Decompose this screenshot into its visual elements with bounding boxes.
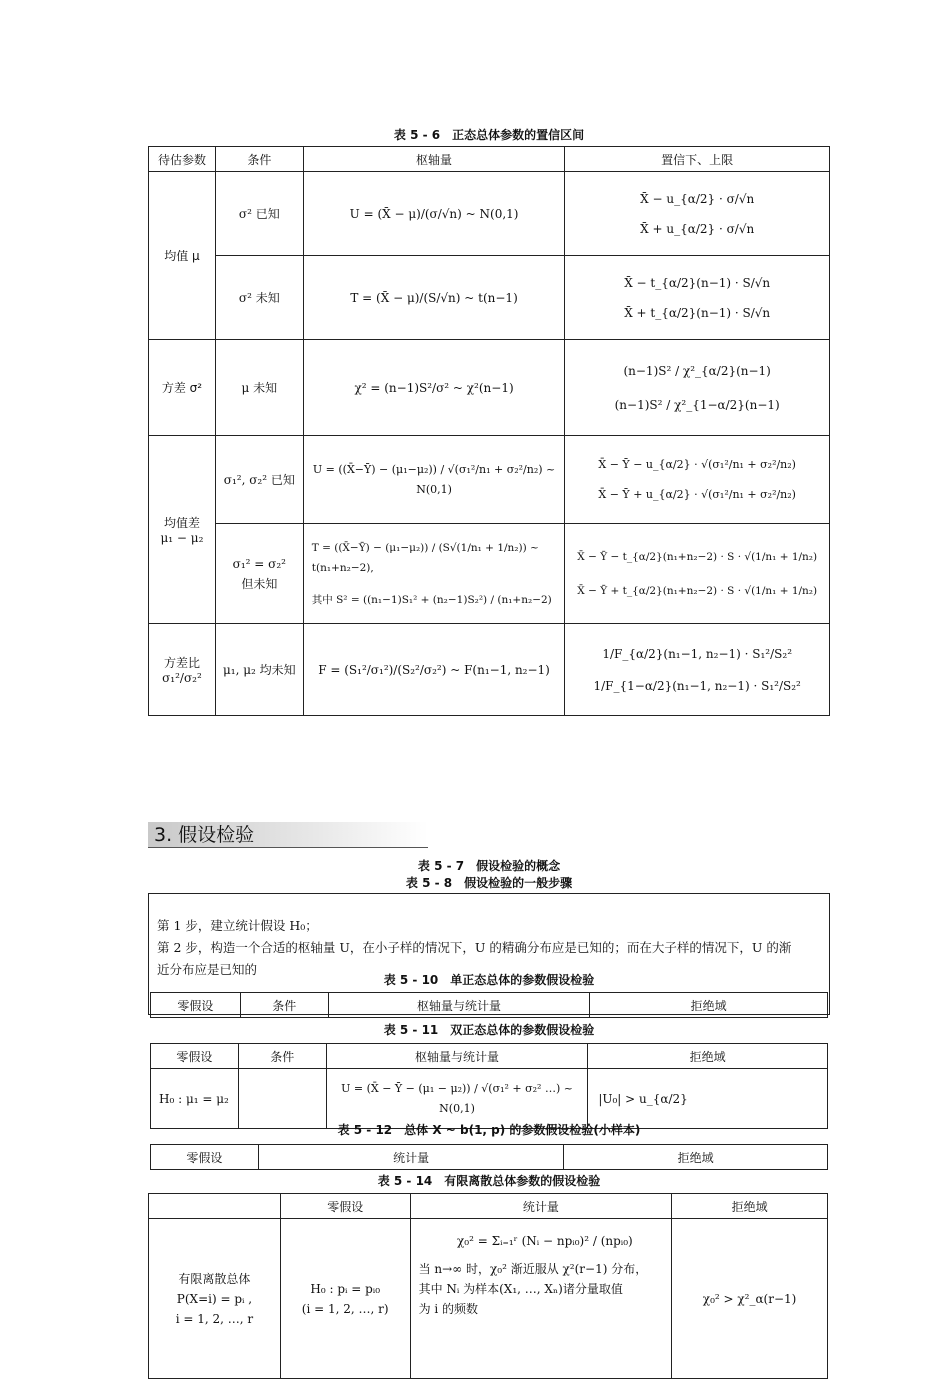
table-5-12 bbox=[150, 1144, 830, 1168]
cond-line: 但未知 bbox=[241, 576, 278, 591]
table-5-10-title: 表 5 - 10 单正态总体的参数假设检验 bbox=[383, 973, 595, 987]
table-5-6 bbox=[148, 146, 830, 716]
cond-mus-unknown: μ₁, μ₂ 均未知 bbox=[215, 624, 303, 716]
h0-formula: H₀ : pᵢ = pᵢ₀ bbox=[310, 1281, 381, 1296]
table-5-7-title: 表 5 - 7 假设检验的概念 bbox=[417, 859, 561, 873]
h0-range: (i = 1, 2, …, r) bbox=[301, 1301, 389, 1316]
step-1: 第 1 步，建立统计假设 H₀； bbox=[157, 918, 318, 933]
statistic-note-3: 为 i 的频数 bbox=[418, 1302, 479, 1316]
cond-sigmas-known: σ₁², σ₂² 已知 bbox=[215, 436, 303, 524]
header-condition: 条件 bbox=[215, 147, 303, 172]
table-5-14-title: 表 5 - 14 有限离散总体参数的假设检验 bbox=[377, 1174, 601, 1188]
limit-lower: X̄ − u_{α/2} · σ/√n bbox=[640, 191, 755, 206]
header-statistic: 枢轴量与统计量 bbox=[326, 1044, 588, 1069]
header-condition: 条件 bbox=[238, 1044, 326, 1069]
pivot-t-two bbox=[303, 524, 565, 624]
header-condition: 条件 bbox=[240, 993, 328, 1018]
limit-upper: X̄ − Ȳ + u_{α/2} · √(σ₁²/n₁ + σ₂²/n₂) bbox=[598, 487, 796, 501]
row-condition bbox=[238, 1069, 326, 1129]
pivot-t: T = (X̄ − μ)/(S/√n) ~ t(n−1) bbox=[303, 256, 565, 340]
limit-lower: X̄ − t_{α/2}(n−1) · S/√n bbox=[624, 275, 771, 290]
pivot-line: 其中 S² = ((n₁−1)S₁² + (n₂−1)S₂²) / (n₁+n₂−2) bbox=[311, 593, 552, 606]
table-5-12-grid bbox=[150, 1144, 828, 1170]
cond-sigma-known: σ² 已知 bbox=[215, 172, 303, 256]
row-rejection: |U₀| > u_{α/2} bbox=[588, 1069, 828, 1129]
row-population bbox=[149, 1219, 281, 1379]
pivot-u-two: U = ((X̄−Ȳ) − (μ₁−μ₂)) / √(σ₁²/n₁ + σ₂²/n₂) ~ N(0,1) bbox=[303, 436, 565, 524]
table-5-6-title: 表 5 - 6 正态总体参数的置信区间 bbox=[393, 128, 585, 142]
population-range: i = 1, 2, …, r bbox=[175, 1311, 254, 1326]
limit-upper: X̄ − Ȳ + t_{α/2}(n₁+n₂−2) · S · √(1/n₁ + 1/n₂) bbox=[577, 584, 818, 597]
limit-upper: 1/F_{1−α/2}(n₁−1, n₂−1) · S₁²/S₂² bbox=[593, 678, 801, 693]
row-rejection: χ₀² > χ²_α(r−1) bbox=[672, 1219, 828, 1379]
row-h0 bbox=[280, 1219, 410, 1379]
limit-lower: 1/F_{α/2}(n₁−1, n₂−1) · S₁²/S₂² bbox=[602, 646, 793, 661]
param-variance: 方差 σ² bbox=[149, 340, 216, 436]
statistic-note-1: 当 n→∞ 时，χ₀² 渐近服从 χ²(r−1) 分布， bbox=[418, 1262, 648, 1276]
header-pivot: 枢轴量 bbox=[303, 147, 565, 172]
population-dist: P(X=i) = pᵢ , bbox=[176, 1291, 253, 1306]
param-mean-diff-label: 均值差 bbox=[163, 516, 200, 530]
header-h0: 零假设 bbox=[280, 1194, 410, 1219]
param-ratio-label: 方差比 bbox=[163, 656, 200, 670]
step-2-cont: 近分布应是已知的 bbox=[157, 962, 258, 977]
header-rejection: 拒绝域 bbox=[564, 1145, 828, 1170]
row-h0: H₀ : μ₁ = μ₂ bbox=[151, 1069, 239, 1129]
table-5-11-title: 表 5 - 11 双正态总体的参数假设检验 bbox=[383, 1023, 595, 1037]
pivot-f: F = (S₁²/σ₁²)/(S₂²/σ₂²) ~ F(n₁−1, n₂−1) bbox=[303, 624, 565, 716]
limits-ratio bbox=[565, 624, 830, 716]
limits-diff-unknown bbox=[565, 524, 830, 624]
table-5-11-grid bbox=[150, 1043, 828, 1129]
param-mean-diff bbox=[149, 436, 216, 624]
header-rejection: 拒绝域 bbox=[588, 1044, 828, 1069]
cond-sigma-unknown: σ² 未知 bbox=[215, 256, 303, 340]
table-5-10 bbox=[150, 992, 830, 1019]
param-variance-ratio bbox=[149, 624, 216, 716]
limit-upper: X̄ + t_{α/2}(n−1) · S/√n bbox=[624, 305, 771, 320]
row-statistic bbox=[410, 1219, 672, 1379]
statistic-note-2: 其中 Nᵢ 为样本(X₁, …, Xₙ)诸分量取值 bbox=[418, 1282, 623, 1296]
pivot-chi2: χ² = (n−1)S²/σ² ~ χ²(n−1) bbox=[303, 340, 565, 436]
limits-mean-unknown bbox=[565, 256, 830, 340]
param-ratio-symbol: σ₁²/σ₂² bbox=[162, 671, 202, 685]
table-5-11 bbox=[150, 1043, 830, 1116]
pivot-line: T = ((X̄−Ȳ) − (μ₁−μ₂)) / (S√(1/n₁ + 1/n₂)) ~ t(n₁+n₂−2), bbox=[311, 541, 539, 574]
header-limits: 置信下、上限 bbox=[565, 147, 830, 172]
limits-mean-known bbox=[565, 172, 830, 256]
limit-upper: (n−1)S² / χ²_{1−α/2}(n−1) bbox=[614, 397, 780, 412]
limit-upper: X̄ + u_{α/2} · σ/√n bbox=[640, 221, 755, 236]
table-5-10-grid bbox=[150, 992, 828, 1018]
header-statistic: 统计量 bbox=[410, 1194, 672, 1219]
population-label: 有限离散总体 bbox=[178, 1271, 251, 1286]
section-heading: 3. 假设检验 bbox=[148, 822, 428, 848]
limits-diff-known bbox=[565, 436, 830, 524]
pivot-u: U = (X̄ − μ)/(σ/√n) ~ N(0,1) bbox=[303, 172, 565, 256]
table-5-8 bbox=[148, 893, 830, 977]
header-h0: 零假设 bbox=[151, 1044, 239, 1069]
cond-line: σ₁² = σ₂² bbox=[232, 556, 286, 571]
table-5-7-cut bbox=[148, 859, 830, 873]
limit-lower: X̄ − Ȳ − t_{α/2}(n₁+n₂−2) · S · √(1/n₁ + 1/n₂) bbox=[577, 550, 818, 563]
cond-mu-unknown: μ 未知 bbox=[215, 340, 303, 436]
statistic-formula: χ₀² = Σᵢ₌₁ʳ (Nᵢ − npᵢ₀)² / (npᵢ₀) bbox=[457, 1234, 633, 1248]
header-h0: 零假设 bbox=[151, 993, 241, 1018]
header-param: 待估参数 bbox=[149, 147, 216, 172]
limit-lower: X̄ − Ȳ − u_{α/2} · √(σ₁²/n₁ + σ₂²/n₂) bbox=[598, 457, 796, 471]
step-2: 第 2 步，构造一个合适的枢轴量 U，在小子样的情况下，U 的精确分布应是已知的；而在大子样的情况下，U 的渐 bbox=[157, 940, 792, 955]
table-5-14-grid bbox=[148, 1193, 828, 1379]
cond-sigmas-equal bbox=[215, 524, 303, 624]
header-rejection: 拒绝域 bbox=[672, 1194, 828, 1219]
header-population bbox=[149, 1194, 281, 1219]
limit-lower: (n−1)S² / χ²_{α/2}(n−1) bbox=[623, 363, 771, 378]
header-statistic: 统计量 bbox=[258, 1145, 564, 1170]
row-statistic: U = (X̄ − Ȳ − (μ₁ − μ₂)) / √(σ₁² + σ₂² …) ~ N(0,1) bbox=[326, 1069, 588, 1129]
table-5-8-title: 表 5 - 8 假设检验的一般步骤 bbox=[405, 876, 573, 890]
header-statistic: 枢轴量与统计量 bbox=[328, 993, 590, 1018]
table-5-14 bbox=[148, 1193, 830, 1344]
header-h0: 零假设 bbox=[151, 1145, 259, 1170]
header-rejection: 拒绝域 bbox=[590, 993, 828, 1018]
limits-variance bbox=[565, 340, 830, 436]
param-mean-diff-symbol: μ₁ − μ₂ bbox=[160, 531, 204, 545]
param-mean: 均值 μ bbox=[149, 172, 216, 340]
table-5-12-title: 表 5 - 12 总体 X ~ b(1, p) 的参数假设检验(小样本) bbox=[337, 1123, 641, 1137]
